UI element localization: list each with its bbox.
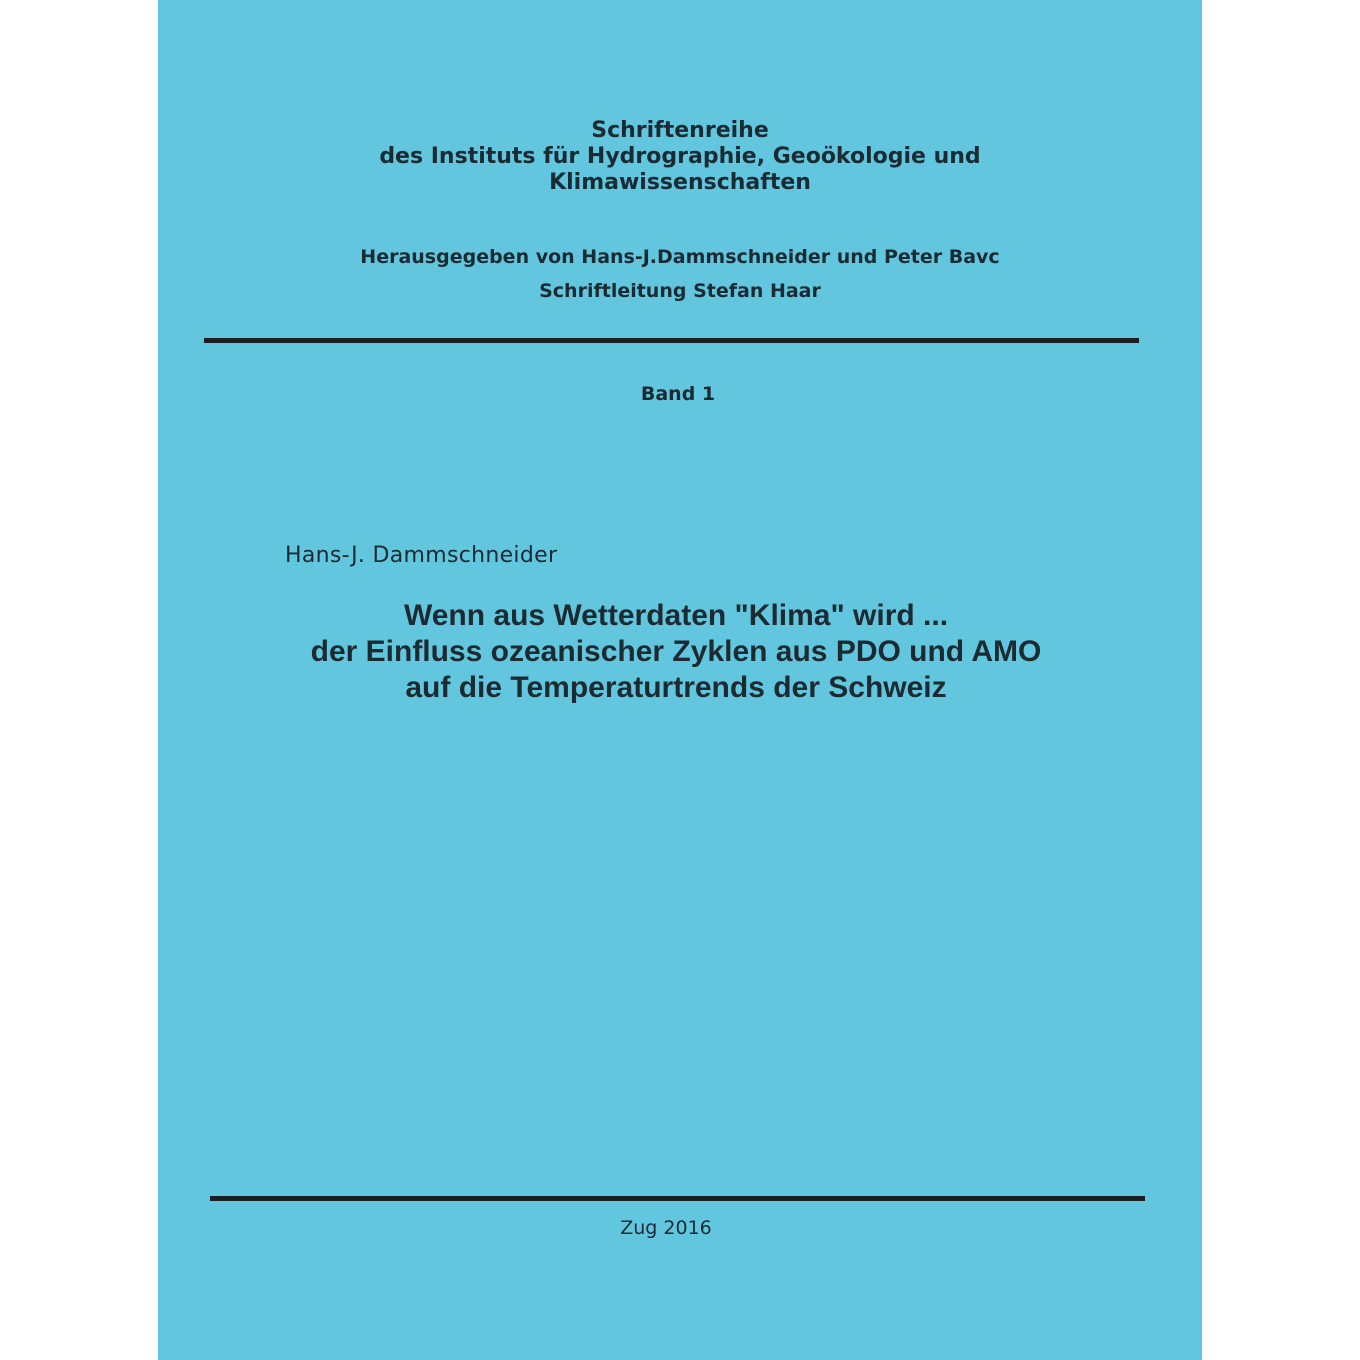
managing-editor-line: Schriftleitung Stefan Haar bbox=[539, 280, 821, 302]
volume-number: Band 1 bbox=[640, 383, 716, 405]
title-line-1: Wenn aus Wetterdaten "Klima" wird ... bbox=[403, 599, 949, 632]
book-cover bbox=[158, 0, 1202, 1360]
top-divider bbox=[204, 338, 1139, 343]
title-line-2: der Einfluss ozeanischer Zyklen aus PDO und AMO bbox=[310, 635, 1042, 668]
series-title: Schriftenreihe bbox=[591, 118, 769, 143]
title-line-3: auf die Temperaturtrends der Schweiz bbox=[405, 671, 947, 704]
author-name: Hans-J. Dammschneider bbox=[285, 543, 558, 568]
place-and-year: Zug 2016 bbox=[620, 1217, 712, 1239]
book-title bbox=[158, 598, 1194, 706]
editors-block bbox=[158, 240, 1202, 308]
series-institute-line-2: Klimawissenschaften bbox=[549, 170, 811, 195]
series-heading bbox=[158, 118, 1202, 196]
publisher-line: Herausgegeben von Hans-J.Dammschneider und Peter Bavc bbox=[360, 246, 1000, 268]
bottom-divider bbox=[210, 1196, 1145, 1201]
series-institute-line: des Instituts für Hydrographie, Geoökologie und bbox=[379, 144, 981, 169]
